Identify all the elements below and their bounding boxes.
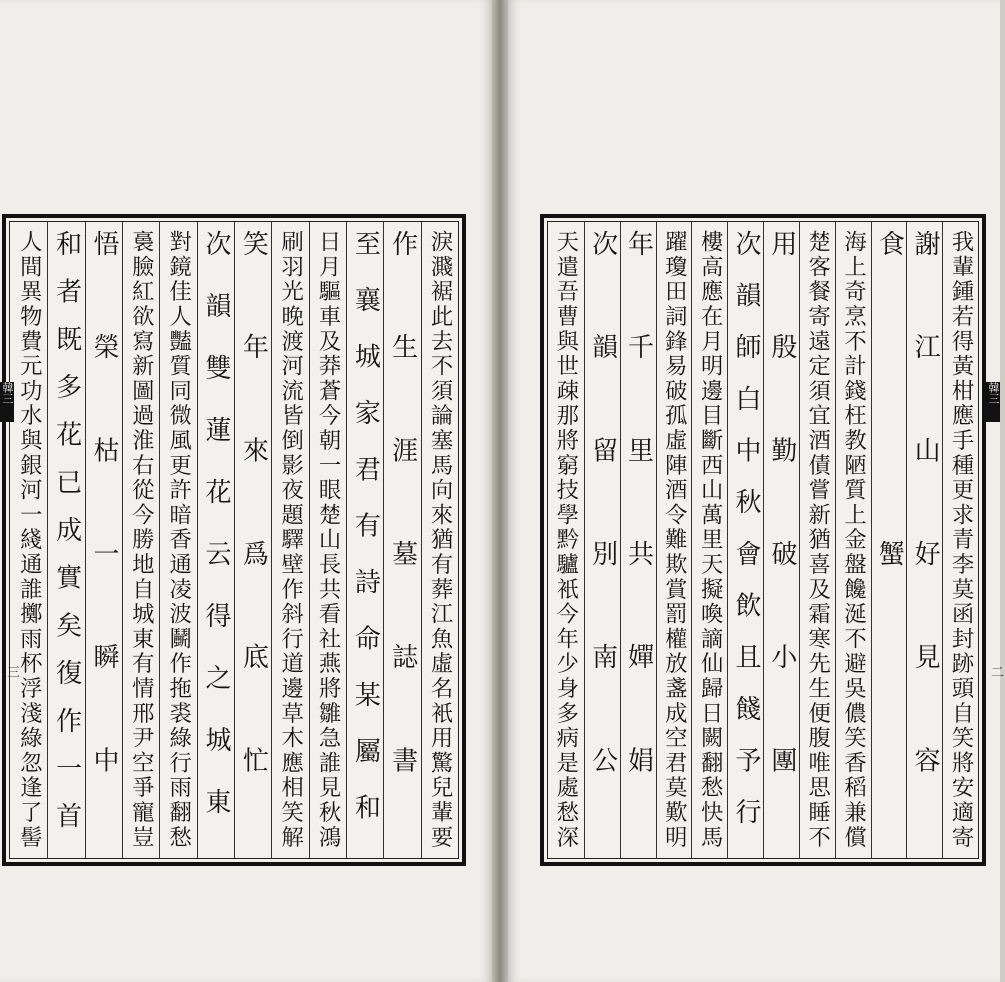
text-column [799,222,835,858]
column-text: 次韻師白中秋會飲且餞予行 [731,230,761,850]
right-side-tab-label: 韓三 [987,382,1000,404]
column-text: 樓高應在月明邊目斷西山萬里天擬喚謫仙歸日闕翻愁快馬 [697,230,724,850]
text-column [346,222,383,858]
column-text: 日月驅車及莽蒼今朝一眼楚山長共看社燕將雛急誰見秋鴻 [315,230,341,850]
text-column [122,222,159,858]
column-text: 刷羽光晚渡河流皆倒影夜題驛壁作斜行道邊草木應相笑解 [277,230,304,850]
text-column [234,222,271,858]
column-text: 用殷勤破小團 [766,230,797,850]
left-side-tab-label: 韓三 [1,382,14,404]
column-text: 次韻雙蓮花云得之城東 [201,230,231,850]
column-text: 海上奇烹不計錢枉教陋質上金盤饞涎不避吳儂笑香稻兼償 [840,230,867,850]
left-text-frame [2,214,466,866]
text-column [906,222,942,858]
right-side-tab [986,382,1000,422]
text-column [942,222,978,858]
column-text: 謝江山好見容 [910,230,941,850]
right-leaf-number: 二 [988,665,1003,678]
text-column [835,222,871,858]
text-column [871,222,907,858]
left-leaf-number: 三 [4,665,19,678]
column-text: 和者既多花已成實矣復作一首 [51,230,82,850]
column-text: 我輩鍾若得黃柑應手種更求青李莫函封跡頭自笑將安適寄 [948,230,974,850]
text-column [309,222,346,858]
text-column [691,222,727,858]
text-column [763,222,799,858]
text-column [47,222,84,858]
text-column [620,222,656,858]
text-column [421,222,458,858]
text-column [85,222,122,858]
column-text: 淚濺裾此去不須論塞馬向來猶有葬江魚虛名衹用驚兒輩要 [427,230,453,850]
left-page [0,0,492,982]
column-text: 裛臉紅欲寫新圖過淮右從今勝地自城東有情邢尹空爭寵豈 [128,230,155,850]
text-column [548,222,584,858]
column-text: 至襄城家君有詩命某屬和 [350,230,381,850]
text-column [727,222,763,858]
column-text: 對鏡佳人豔質同微風更許暗香通凌波鬭作拖裘綠行雨翻愁 [165,230,192,850]
text-column [197,222,234,858]
left-side-tab [0,382,14,422]
column-text: 天遣吾曹與世疎那將窮技學黔驢衹今年少身多病是處愁深 [552,230,579,850]
column-text: 年千里共嬋娟 [623,230,654,850]
book-gutter [492,0,508,982]
column-text: 食蟹 [874,230,905,850]
column-text: 次韻留別南公 [587,230,618,850]
text-column [271,222,308,858]
column-text: 楚客餐寄遠定須宜酒債嘗新猶喜及霜寒先生便腹唯思睡不 [804,230,831,850]
column-text: 作生涯墓誌書 [387,230,418,850]
text-column [584,222,620,858]
column-text: 笑年來爲底忙 [238,230,269,850]
text-column [159,222,196,858]
column-text: 人間異物費元功水與銀河一綫通誰擲雨杯浮淺綠忽逢了髻 [16,230,43,850]
text-column [656,222,692,858]
text-column [10,222,47,858]
text-column [383,222,420,858]
right-text-frame [540,214,986,866]
column-text: 躍瓊田詞鋒易破孤虛陣酒令難欺賞罰權放盞成空君莫歎明 [661,230,688,850]
column-text: 悟榮枯一瞬中 [89,230,119,850]
